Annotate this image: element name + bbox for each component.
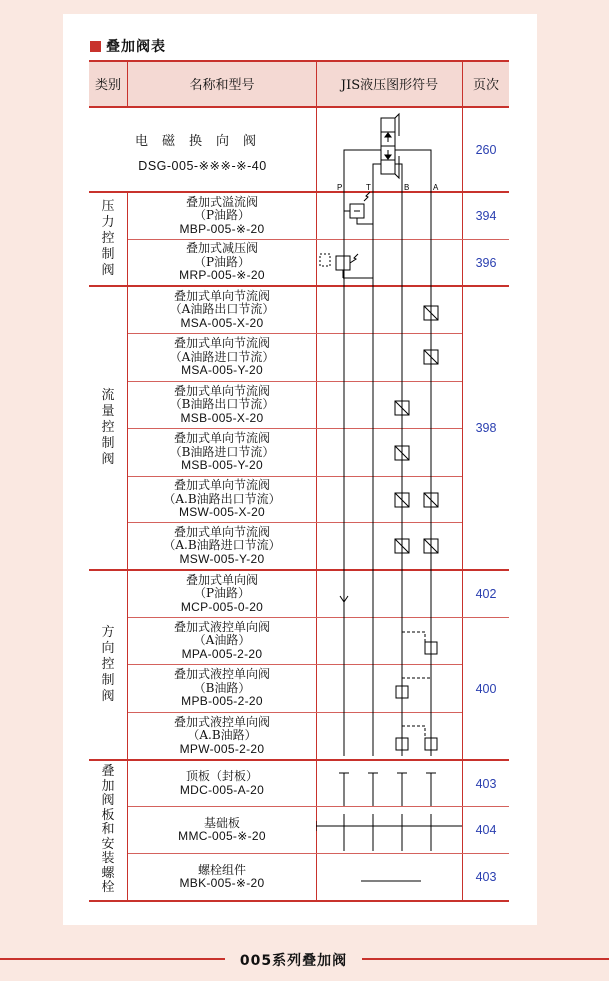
item-name: 叠加式液控单向阀 [173,619,270,634]
list-item [128,429,316,476]
solenoid-valve-icon [344,114,431,186]
item-name-sub: （P油路） [193,586,251,601]
item-model: MRP-005-※-20 [179,268,265,283]
item-name: 叠加式单向节流阀 [173,478,270,493]
item-model: MPB-005-2-20 [181,694,263,709]
footer-rule [362,958,609,960]
pilot-check-valve-icon [402,632,437,654]
section-title [90,36,166,56]
item-model: MSB-005-X-20 [180,410,264,425]
item-name: 叠加式单向节流阀 [173,383,270,398]
header-symbol: JIS液压图形符号 [340,78,439,93]
category-label: 方向控制阀 [101,625,115,704]
item-name-sub: （B油路） [193,680,251,695]
item-name: 叠加式单向节流阀 [173,336,270,351]
category-pressure [89,193,127,285]
item-name: 叠加式溢流阀 [185,194,258,209]
item-model: MSW-005-Y-20 [179,551,265,566]
item-model: MBP-005-※-20 [179,221,265,236]
page-link[interactable]: 404 [475,823,497,837]
list-item [128,807,316,853]
list-item [128,713,316,759]
reducing-valve-icon [320,254,373,278]
port-label: T [366,183,371,192]
list-item [128,334,316,381]
section-title-text: 叠加阀表 [106,39,166,55]
item-name: 叠加式液控单向阀 [173,714,270,729]
item-name: 叠加式单向节流阀 [173,288,270,303]
header-name-model: 名称和型号 [189,78,255,93]
item-name-sub: （P油路） [193,208,251,223]
list-item [128,193,316,239]
item-model: MPA-005-2-20 [181,646,263,661]
port-label: A [433,183,439,192]
category-flow [89,287,127,569]
category-label: 叠加阀板和安装螺栓 [101,764,115,896]
item-model: MDC-005-A-20 [179,782,265,797]
item-name-sub: （A.B油路） [187,728,257,743]
item-model: MMC-005-※-20 [178,829,266,843]
list-item [128,618,316,664]
relief-valve-icon [344,192,373,224]
item-name: 螺栓组件 [197,862,246,877]
item-model: MSW-005-X-20 [178,505,266,520]
item-model: MPW-005-2-20 [179,741,265,756]
list-item [128,240,316,285]
item-model: MSA-005-X-20 [180,315,264,330]
dsg-model: DSG-005-※※※-※-40 [138,159,267,173]
page-link[interactable]: 402 [475,587,497,601]
item-name-sub: （P油路） [193,254,251,269]
throttle-check-valve-icon [395,493,438,507]
top-plate-icon [339,773,436,806]
list-item [128,287,316,333]
item-model: MBK-005-※-20 [179,876,265,890]
page-link[interactable]: 396 [475,255,497,270]
dsg-name: 电磁换向阀 [134,134,270,149]
category-label: 流量控制阀 [101,388,115,467]
item-name-sub: （B油路出口节流） [169,397,275,412]
port-label: P [337,183,343,192]
port-label: B [404,183,410,192]
list-item [128,571,316,617]
header-page: 页次 [472,78,499,93]
category-plates [89,761,127,900]
item-model: MSB-005-Y-20 [181,458,263,473]
item-name-sub: （B油路进口节流） [169,444,275,459]
list-item [128,854,316,900]
list-item [128,523,316,569]
page-link[interactable]: 398 [475,421,497,435]
item-name-sub: （A油路） [193,633,251,648]
item-name-sub: （A油路进口节流） [169,349,275,364]
item-name-sub: （A.B油路进口节流） [163,538,281,553]
item-model: MSA-005-Y-20 [181,363,263,378]
page-link[interactable]: 403 [475,870,497,884]
pilot-check-valve-icon [396,678,431,698]
list-item [128,382,316,428]
item-name: 叠加式液控单向阀 [173,667,270,682]
page-link[interactable]: 394 [475,209,497,223]
list-item [128,477,316,522]
item-name-sub: （A.B油路出口节流） [163,491,281,506]
item-name: 叠加式单向节流阀 [173,431,270,446]
item-name: 叠加式单向阀 [185,572,258,587]
table-top-rule [89,60,509,62]
throttle-check-valve-icon [395,539,438,553]
list-item [128,665,316,712]
item-name: 叠加式单向节流阀 [173,524,270,539]
item-name: 基础板 [203,815,240,830]
page-link[interactable]: 260 [475,142,497,157]
list-item [128,761,316,806]
title-square-icon [90,41,101,52]
item-name: 顶板（封板） [185,769,258,783]
hydraulic-symbol-diagram [316,106,462,900]
category-direction [89,571,127,759]
base-plate-icon [316,814,462,851]
col-divider [127,62,128,106]
header-category: 类别 [94,78,121,93]
footer-title: 005系列叠加阀 [239,953,348,969]
page-link[interactable]: 400 [475,681,497,696]
item-model: MCP-005-0-20 [180,599,264,614]
category-label: 压力控制阀 [101,199,115,278]
table-bottom-rule [89,900,509,902]
footer-rule [0,958,225,960]
item-name: 叠加式减压阀 [185,241,258,256]
item-name-sub: （A油路出口节流） [169,302,275,317]
page-link[interactable]: 403 [475,776,497,791]
